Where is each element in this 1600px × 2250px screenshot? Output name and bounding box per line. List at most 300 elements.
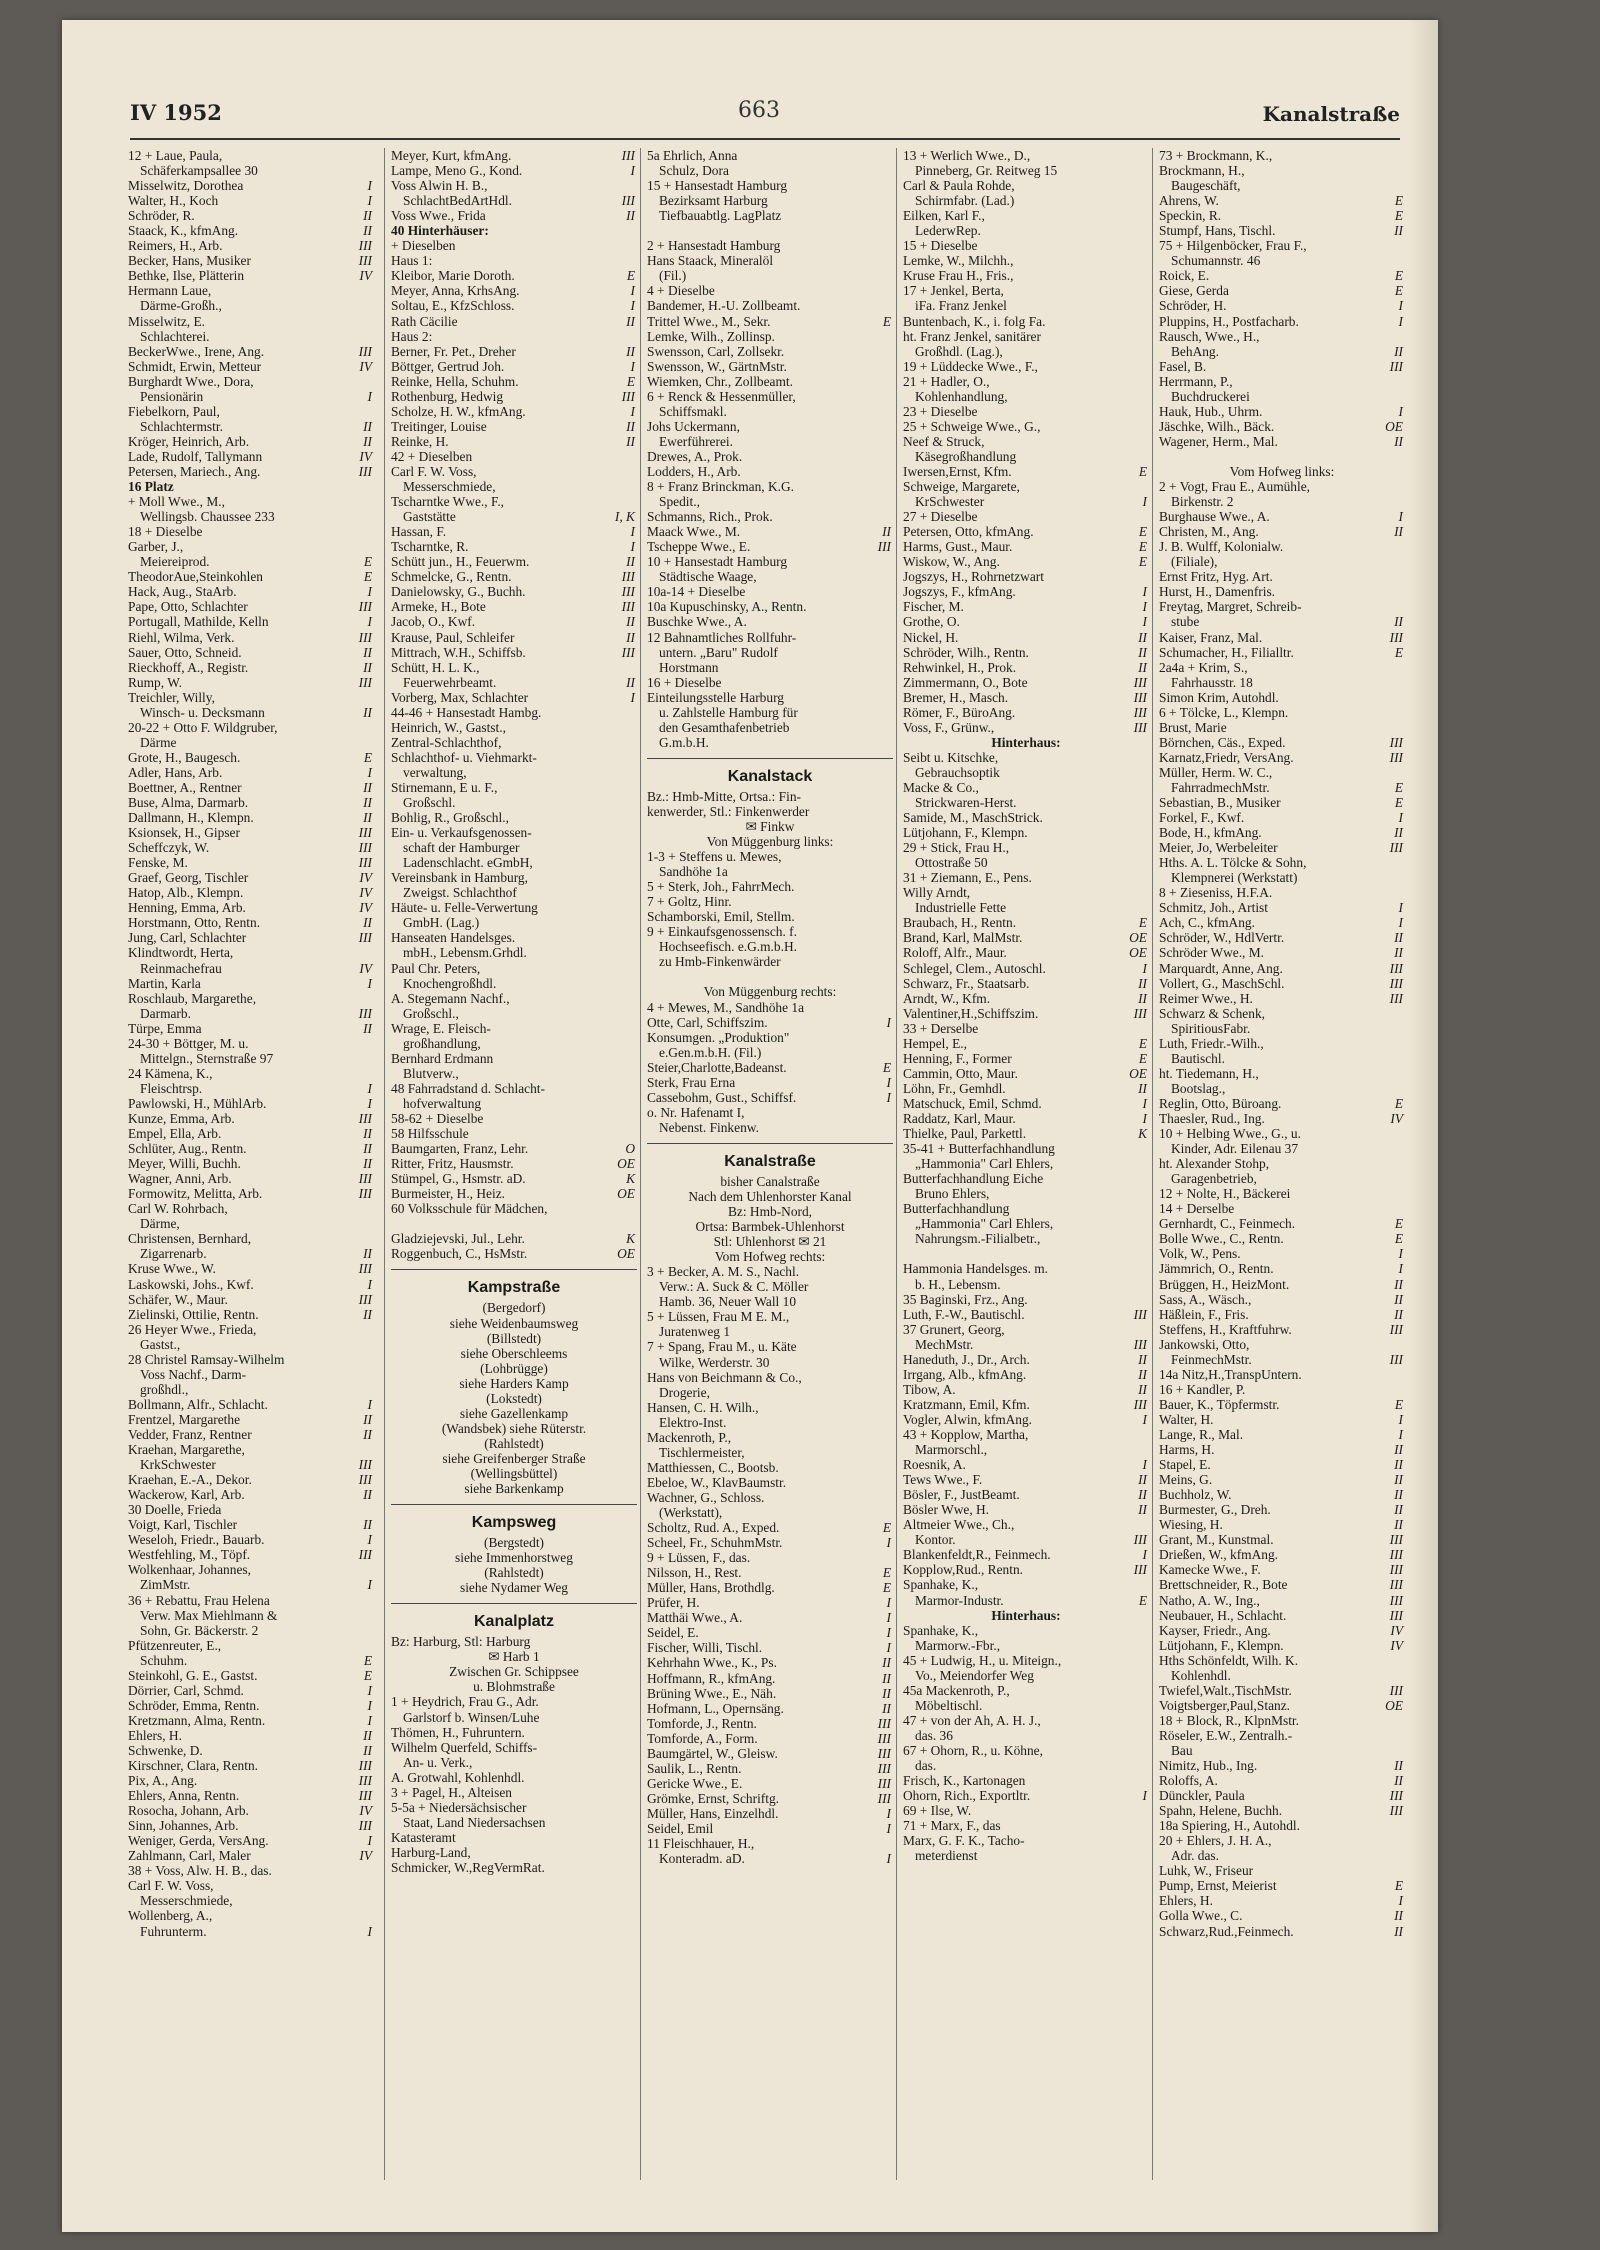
directory-entry <box>128 404 374 419</box>
floor-mark: E <box>363 749 372 765</box>
floor-mark: III <box>358 238 372 254</box>
floor-mark: III <box>621 569 635 585</box>
floor-mark: I <box>367 193 372 209</box>
entry-text: Rausch, Wwe., H., <box>1159 328 1260 344</box>
entry-text: Nickel, H. <box>903 629 959 645</box>
directory-entry <box>128 283 374 298</box>
directory-entry <box>1159 614 1405 629</box>
entry-text: 60 Volksschule für Mädchen, <box>391 1201 548 1217</box>
directory-entry <box>391 1141 637 1156</box>
directory-entry <box>647 554 893 569</box>
entry-text: Drießen, W., kfmAng. <box>1159 1547 1279 1563</box>
directory-entry <box>128 1818 374 1833</box>
entry-text: Ortsa: Barmbek-Uhlenhorst <box>695 1219 845 1235</box>
floor-mark: III <box>621 584 635 600</box>
entry-text: Scholze, H. W., kfmAng. <box>391 403 526 419</box>
floor-mark: II <box>1394 1306 1403 1322</box>
entry-text: Hths. A. L. Tölcke & Sohn, <box>1159 855 1307 871</box>
directory-entry <box>903 1532 1149 1547</box>
directory-entry <box>391 991 637 1006</box>
entry-text: Wilhelm Querfeld, Schiffs- <box>391 1739 538 1755</box>
directory-entry <box>903 1066 1149 1081</box>
entry-text: Zimmermann, O., Bote <box>903 674 1028 690</box>
directory-entry <box>128 479 374 494</box>
directory-entry <box>1159 1924 1405 1939</box>
directory-entry <box>647 1686 893 1701</box>
entry-text: Mittrach, W.H., Schiffsb. <box>391 644 526 660</box>
entry-text: Carl F. W. Voss, <box>391 463 477 479</box>
edition-year: IV 1952 <box>130 100 222 125</box>
floor-mark: E <box>882 1059 891 1075</box>
directory-entry <box>903 1382 1149 1397</box>
entry-text: Tischlermeister, <box>659 1444 745 1460</box>
entry-text: Ehlers, Anna, Rentn. <box>128 1788 240 1804</box>
directory-entry <box>647 1309 893 1324</box>
directory-entry <box>903 1487 1149 1502</box>
directory-entry <box>391 1316 637 1331</box>
directory-entry <box>647 705 893 720</box>
entry-text: Dallmann, H., Klempn. <box>128 810 254 826</box>
entry-text: Schumacher, H., Filialltr. <box>1159 644 1294 660</box>
floor-mark: II <box>1138 1487 1147 1503</box>
directory-entry <box>391 1376 637 1391</box>
entry-text: 8 + Zieseniss, H.F.A. <box>1159 885 1273 901</box>
directory-entry <box>903 1201 1149 1216</box>
directory-entry <box>128 208 374 223</box>
entry-text: Hermann Laue, <box>128 283 212 299</box>
entry-text: Henning, F., Former <box>903 1050 1012 1066</box>
entry-text: Kruse Wwe., W. <box>128 1261 216 1277</box>
entry-text: Schröder Wwe., M. <box>1159 945 1264 961</box>
entry-text: e.Gen.m.b.H. (Fil.) <box>659 1044 762 1060</box>
entry-text: (Lohbrügge) <box>480 1360 548 1376</box>
directory-entry <box>128 509 374 524</box>
entry-text: Zahlmann, Carl, Maler <box>128 1848 251 1864</box>
directory-entry <box>647 720 893 735</box>
directory-entry <box>647 1565 893 1580</box>
floor-mark: III <box>358 343 372 359</box>
floor-mark: III <box>621 599 635 615</box>
floor-mark: I <box>886 1805 891 1821</box>
directory-entry <box>903 915 1149 930</box>
directory-entry <box>128 1562 374 1577</box>
floor-mark: K <box>1138 1126 1147 1142</box>
directory-entry <box>128 1427 374 1442</box>
directory-entry <box>128 1623 374 1638</box>
entry-text: 3 + Pagel, H., Alteisen <box>391 1784 512 1800</box>
entry-text: Rothenburg, Hedwig <box>391 388 504 404</box>
floor-mark: III <box>1389 960 1403 976</box>
entry-text: Fasel, B. <box>1159 358 1207 374</box>
directory-entry <box>1159 825 1405 840</box>
directory-entry <box>903 1111 1149 1126</box>
entry-text: Garber, J., <box>128 539 184 555</box>
directory-entry <box>391 1051 637 1066</box>
entry-text: Tomforde, J., Rentn. <box>647 1715 757 1731</box>
directory-entry <box>128 1216 374 1231</box>
entry-text: Schäferkampsallee 30 <box>140 163 258 179</box>
entry-text: Hassan, F. <box>391 524 447 540</box>
entry-text: 2a4a + Krim, S., <box>1159 659 1248 675</box>
entry-text: 10 + Hansestadt Hamburg <box>647 554 788 570</box>
floor-mark: III <box>877 1775 891 1791</box>
directory-entry <box>391 1770 637 1785</box>
entry-text: Saulik, L., Rentn. <box>647 1760 742 1776</box>
directory-entry <box>647 1430 893 1445</box>
floor-mark: III <box>877 539 891 555</box>
floor-mark: III <box>358 1111 372 1126</box>
directory-entry <box>1159 374 1405 389</box>
entry-text: Johs Uckermann, <box>647 418 740 434</box>
entry-text: Meyer, Anna, KrhsAng. <box>391 283 520 299</box>
entry-text: Iwersen,Ernst, Kfm. <box>903 463 1012 479</box>
entry-text: Matthäi Wwe., A. <box>647 1610 743 1626</box>
directory-entry <box>647 690 893 705</box>
directory-entry <box>128 253 374 268</box>
directory-entry <box>903 509 1149 524</box>
entry-text: Giese, Gerda <box>1159 283 1229 299</box>
entry-text: Swensson, Carl, Zollsekr. <box>647 343 785 359</box>
directory-entry <box>647 1249 893 1264</box>
entry-text: Pawlowski, H., MühlArb. <box>128 1095 267 1111</box>
entry-text: 40 Hinterhäuser: <box>391 223 489 239</box>
entry-text: Schlachterei. <box>140 328 210 344</box>
entry-text: Valentiner,H.,Schiffszim. <box>903 1005 1039 1021</box>
entry-text: Hauk, Hub., Uhrm. <box>1159 403 1263 419</box>
directory-entry <box>128 1863 374 1878</box>
floor-mark: III <box>358 930 372 946</box>
entry-text: 9 + Lüssen, F., das. <box>647 1550 751 1566</box>
entry-text: Ottostraße 50 <box>915 855 988 871</box>
entry-text: Vereinsbank in Hamburg, <box>391 870 528 886</box>
floor-mark: II <box>363 644 372 660</box>
floor-mark: II <box>1138 659 1147 675</box>
entry-text: Brust, Marie <box>1159 719 1227 735</box>
entry-text: Westfehling, M., Töpf. <box>128 1547 251 1563</box>
floor-mark: II <box>1138 975 1147 991</box>
floor-mark: OE <box>617 1156 635 1172</box>
floor-mark: II <box>1394 1276 1403 1292</box>
floor-mark: I <box>367 1682 372 1698</box>
entry-text: Kayser, Friedr., Ang. <box>1159 1622 1271 1638</box>
directory-entry <box>1159 1051 1405 1066</box>
entry-text: Drewes, A., Prok. <box>647 448 743 464</box>
entry-text: Misselwitz, E. <box>128 313 205 329</box>
directory-entry <box>128 1171 374 1186</box>
entry-text: Roschlaub, Margarethe, <box>128 990 257 1006</box>
directory-entry <box>391 1830 637 1845</box>
directory-entry <box>128 1713 374 1728</box>
floor-mark: II <box>363 223 372 239</box>
floor-mark: III <box>358 674 372 690</box>
floor-mark: I <box>1398 810 1403 826</box>
entry-text: Harms, H. <box>1159 1442 1215 1458</box>
entry-text: Schlüter, Aug., Rentn. <box>128 1141 247 1157</box>
directory-entry <box>128 344 374 359</box>
directory-entry <box>391 178 637 193</box>
entry-text: 38 + Voss, Alw. H. B., das. <box>128 1863 272 1879</box>
entry-text: Schwarz,Rud.,Feinmech. <box>1159 1923 1294 1939</box>
directory-entry <box>1159 1472 1405 1487</box>
entry-text: Rehwinkel, H., Prok. <box>903 659 1017 675</box>
entry-text: Tibow, A. <box>903 1381 956 1397</box>
entry-text: 26 Heyer Wwe., Frieda, <box>128 1321 257 1337</box>
directory-entry <box>647 389 893 404</box>
directory-entry <box>391 1096 637 1111</box>
directory-entry <box>391 795 637 810</box>
entry-text: Tscharntke Wwe., F., <box>391 494 505 510</box>
directory-entry <box>647 1000 893 1015</box>
directory-entry <box>128 1758 374 1773</box>
entry-text: Kohlenhandlung, <box>915 388 1008 404</box>
floor-mark: III <box>1133 1336 1147 1352</box>
entry-text: Schlegel, Clem., Autoschl. <box>903 960 1046 976</box>
floor-mark: III <box>358 1186 372 1202</box>
directory-entry <box>903 464 1149 479</box>
floor-mark: I <box>1142 494 1147 510</box>
directory-entry <box>128 1261 374 1276</box>
directory-entry <box>128 193 374 208</box>
directory-entry <box>391 389 637 404</box>
entry-text: Ach, C., kfmAng. <box>1159 915 1255 931</box>
floor-mark: IV <box>1390 1111 1403 1126</box>
directory-entry <box>903 479 1149 494</box>
entry-text: 43 + Kopplow, Martha, <box>903 1426 1029 1442</box>
floor-mark: I <box>630 403 635 419</box>
directory-entry <box>903 1277 1149 1292</box>
directory-entry <box>1159 1126 1405 1141</box>
floor-mark: II <box>626 208 635 224</box>
entry-text: Irrgang, Alb., kfmAng. <box>903 1366 1027 1382</box>
entry-text: Hamb. 36, Neuer Wall 10 <box>659 1294 797 1310</box>
entry-text: 75 + Hilgenböcker, Frau F., <box>1159 238 1307 254</box>
floor-mark: III <box>358 1171 372 1187</box>
entry-text: Von Müggenburg rechts: <box>703 984 837 1000</box>
floor-mark: III <box>1389 975 1403 991</box>
directory-entry <box>391 1021 637 1036</box>
entry-text: Vom Hofweg links: <box>1229 463 1335 479</box>
entry-text: Brüning Wwe., E., Näh. <box>647 1685 777 1701</box>
entry-text: Hammonia Handelsges. m. <box>903 1261 1049 1277</box>
directory-entry <box>647 789 893 804</box>
floor-mark: E <box>1394 1396 1403 1412</box>
entry-text: Birkenstr. 2 <box>1171 494 1234 510</box>
directory-entry <box>1159 449 1405 464</box>
directory-entry <box>903 1216 1149 1231</box>
entry-text: Roloffs, A. <box>1159 1773 1218 1789</box>
directory-entry <box>647 969 893 984</box>
floor-mark: I <box>630 163 635 179</box>
directory-entry <box>1159 1908 1405 1923</box>
entry-text: 7 + Goltz, Hinr. <box>647 894 732 910</box>
entry-text: Kanalstraße <box>724 1152 816 1170</box>
floor-mark: IV <box>359 1848 372 1864</box>
entry-text: Tomforde, A., Form. <box>647 1730 758 1746</box>
floor-mark: II <box>1394 1923 1403 1939</box>
entry-text: Stirnemann, E u. F., <box>391 779 498 795</box>
directory-entry <box>128 359 374 374</box>
entry-text: Treitinger, Louise <box>391 418 487 434</box>
entry-text: stube <box>1171 614 1200 630</box>
directory-entry <box>1159 1231 1405 1246</box>
directory-entry <box>391 780 637 795</box>
floor-mark: E <box>1394 283 1403 299</box>
entry-text: Kaiser, Franz, Mal. <box>1159 629 1263 645</box>
directory-entry <box>903 1502 1149 1517</box>
directory-entry <box>391 1186 637 1201</box>
directory-entry <box>647 494 893 509</box>
directory-entry <box>647 298 893 313</box>
directory-entry <box>1159 1517 1405 1532</box>
floor-mark: III <box>1389 1803 1403 1819</box>
entry-text: Harburg-Land, <box>391 1844 471 1860</box>
page-header <box>130 82 1400 152</box>
entry-text: GmbH. (Lag.) <box>403 915 480 931</box>
directory-entry <box>903 810 1149 825</box>
floor-mark: II <box>626 433 635 449</box>
floor-mark: III <box>877 1745 891 1761</box>
entry-text: Jung, Carl, Schlachter <box>128 930 247 946</box>
directory-entry <box>903 253 1149 268</box>
entry-text: Horstmann <box>659 659 719 675</box>
directory-entry <box>647 1090 893 1105</box>
entry-text: Schirmfabr. (Lad.) <box>915 193 1015 209</box>
directory-entry <box>128 434 374 449</box>
entry-text: Wagner, Anni, Arb. <box>128 1171 232 1187</box>
entry-text: siehe Gazellenkamp <box>459 1405 569 1421</box>
floor-mark: I <box>886 1640 891 1656</box>
floor-mark: E <box>1138 1592 1147 1608</box>
entry-text: Scheffczyk, W. <box>128 840 210 856</box>
directory-entry <box>128 524 374 539</box>
entry-text: Winsch- u. Decksmann <box>140 704 265 720</box>
floor-mark: I <box>1398 403 1403 419</box>
entry-text: Hoffmann, R., kfmAng. <box>647 1670 776 1686</box>
directory-entry <box>128 539 374 554</box>
entry-text: 2 + Vogt, Frau E., Aumühle, <box>1159 479 1311 495</box>
entry-text: den Gesamthafenbetrieb <box>659 719 790 735</box>
directory-entry <box>391 314 637 329</box>
entry-text: Juratenweg 1 <box>659 1324 731 1340</box>
entry-text: 16 Platz <box>128 479 174 495</box>
directory-entry <box>903 645 1149 660</box>
entry-text: Grote, H., Baugesch. <box>128 749 241 765</box>
floor-mark: II <box>363 433 372 449</box>
directory-entry <box>647 894 893 909</box>
entry-text: Dörrier, Carl, Schmd. <box>128 1682 244 1698</box>
entry-text: 20-22 + Otto F. Wildgruber, <box>128 719 278 735</box>
floor-mark: K <box>626 1231 635 1247</box>
floor-mark: III <box>358 1818 372 1834</box>
directory-entry <box>1159 329 1405 344</box>
directory-entry <box>391 614 637 629</box>
directory-entry <box>128 915 374 930</box>
entry-text: Därme <box>140 734 177 750</box>
floor-mark: E <box>1394 193 1403 209</box>
floor-mark: E <box>626 268 635 284</box>
entry-text: Gaststätte <box>403 509 456 525</box>
directory-entry <box>1159 389 1405 404</box>
directory-entry <box>647 1294 893 1309</box>
floor-mark: II <box>1138 990 1147 1006</box>
entry-text: Ehlers, H. <box>1159 1893 1213 1909</box>
entry-text: 15 + Hansestadt Hamburg <box>647 178 788 194</box>
directory-entry <box>903 614 1149 629</box>
directory-entry <box>128 1412 374 1427</box>
floor-mark: E <box>1138 1035 1147 1051</box>
floor-mark: II <box>1138 1080 1147 1096</box>
directory-entry <box>903 1442 1149 1457</box>
entry-text: Reimers, H., Arb. <box>128 238 223 254</box>
directory-entry <box>1159 930 1405 945</box>
directory-entry <box>1159 1111 1405 1126</box>
floor-mark: I <box>367 388 372 404</box>
entry-text: Kinder, Adr. Eilenau 37 <box>1171 1141 1299 1157</box>
entry-text: Cassebohm, Gust., Schiffsf. <box>647 1089 797 1105</box>
directory-entry <box>1159 1081 1405 1096</box>
entry-text: 12 Bahnamtliches Rollfuhr- <box>647 629 797 645</box>
directory-entry <box>391 268 637 283</box>
entry-text: TheodorAue,Steinkohlen <box>128 569 263 585</box>
directory-entry <box>1159 524 1405 539</box>
floor-mark: E <box>1138 915 1147 931</box>
entry-text: Marx, G. F. K., Tacho- <box>903 1833 1025 1849</box>
directory-entry <box>128 1532 374 1547</box>
directory-entry <box>128 314 374 329</box>
entry-text: u. Zahlstelle Hamburg für <box>659 704 798 720</box>
floor-mark: IV <box>1390 1637 1403 1653</box>
floor-mark: E <box>1138 1050 1147 1066</box>
entry-text: Marquardt, Anne, Ang. <box>1159 960 1283 976</box>
directory-entry <box>647 359 893 374</box>
entry-text: Simon Krim, Autohdl. <box>1159 689 1279 705</box>
entry-text: Gebrauchsoptik <box>915 764 1000 780</box>
entry-text: Lütjohann, F., Klempn. <box>1159 1637 1284 1653</box>
directory-entry <box>391 163 637 178</box>
directory-entry <box>903 554 1149 569</box>
directory-entry <box>128 900 374 915</box>
column-3 <box>640 148 893 2180</box>
directory-entry <box>391 434 637 449</box>
floor-mark: III <box>1389 1592 1403 1608</box>
directory-entry <box>391 870 637 885</box>
entry-text: Voss Wwe., Frida <box>391 208 486 224</box>
entry-text: 16 + Kandler, P. <box>1159 1381 1246 1397</box>
entry-text: Bz: Harburg, Stl: Harburg <box>391 1634 531 1650</box>
directory-entry <box>128 1788 374 1803</box>
directory-entry <box>647 1174 893 1189</box>
floor-mark: OE <box>617 1186 635 1202</box>
floor-mark: II <box>363 418 372 434</box>
entry-text: Pump, Ernst, Meierist <box>1159 1878 1277 1894</box>
entry-text: iFa. Franz Jenkel <box>915 298 1007 314</box>
directory-entry <box>647 614 893 629</box>
directory-entry <box>1159 359 1405 374</box>
entry-text: Forkel, F., Kwf. <box>1159 810 1245 826</box>
entry-text: Burghause Wwe., A. <box>1159 509 1270 525</box>
entry-text: Petersen, Mariech., Ang. <box>128 463 261 479</box>
entry-text: Nimitz, Hub., Ing. <box>1159 1758 1258 1774</box>
directory-entry <box>1159 976 1405 991</box>
entry-text: Bootslag., <box>1171 1080 1226 1096</box>
floor-mark: I <box>367 1276 372 1292</box>
floor-mark: II <box>1394 945 1403 961</box>
directory-entry <box>647 804 893 819</box>
entry-text: Macke & Co., <box>903 779 979 795</box>
entry-text: Hinterhaus: <box>991 1607 1061 1623</box>
entry-text: 11 Fleischhauer, H., <box>647 1836 755 1852</box>
entry-text: Häute- u. Felle-Verwertung <box>391 900 538 916</box>
